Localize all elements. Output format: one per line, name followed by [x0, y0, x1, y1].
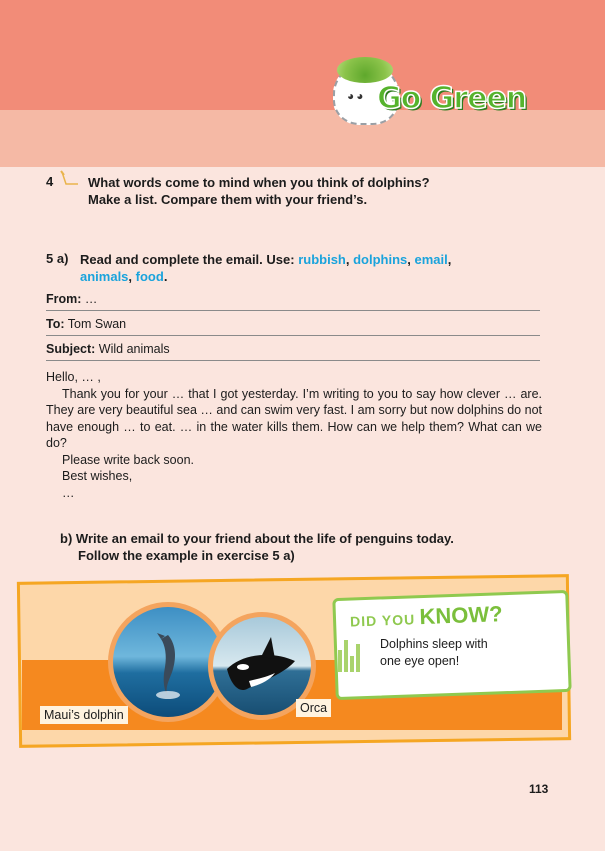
word-email: email — [414, 252, 448, 267]
to-value: Tom Swan — [67, 317, 127, 331]
email-signature: … — [62, 485, 75, 500]
exercise-5a-instruction: Read and complete the email. Use: — [80, 252, 295, 267]
email-subject-field — [46, 342, 540, 361]
exercise-4-line-1: What words come to mind when you think of dolphins? — [88, 175, 430, 190]
email-closing-1: Please write back soon. — [62, 452, 195, 467]
subject-value: Wild animals — [98, 342, 170, 356]
word-food: food — [135, 269, 164, 284]
email-closing-2: Best wishes, — [62, 469, 133, 483]
exercise-5a-number: 5 a) — [46, 251, 69, 266]
photo-label-orca: Orca — [296, 699, 331, 717]
exercise-4-text — [88, 174, 430, 208]
exercise-5b-line-1: Write an email to your friend about the life of penguins today. — [75, 531, 454, 546]
email-paragraph: Thank you for your … that I got yesterday. I’m writing to you to say how clever … are. They are very beautiful sea … and can swim very fast. I am sorry but now dolphins do not have enough … to eat. … in the water kills them. How can we help them? What can we do? — [46, 386, 542, 450]
page-number: 113 — [529, 782, 549, 796]
from-label: From: — [46, 292, 82, 306]
photo-label-dolphin: Maui’s dolphin — [40, 706, 128, 724]
fact-line-2: one eye open! — [380, 654, 460, 668]
exercise-4-number: 4 — [46, 174, 54, 189]
did-you-know-title — [350, 601, 503, 632]
know-text: KNOW? — [419, 601, 504, 630]
fact-line-1: Dolphins sleep with — [380, 637, 488, 651]
dolphin-icon — [113, 607, 223, 717]
exercise-5b-number: b) — [60, 531, 73, 546]
exercise-5a-text: Read and complete the email. Use: rubbish, dolphins, email, animals, food. — [80, 252, 452, 284]
word-dolphins: dolphins — [353, 252, 408, 267]
email-to-field — [46, 317, 540, 336]
word-animals: animals — [80, 269, 129, 284]
to-label: To: — [46, 317, 65, 331]
eyes-icon: ◕◕ — [347, 89, 366, 103]
exercise-5b-line-2: Follow the example in exercise 5 a) — [78, 548, 295, 563]
word-rubbish: rubbish — [298, 252, 346, 267]
subject-label: Subject: — [46, 342, 96, 356]
email-body — [46, 369, 542, 501]
email-from-field — [46, 292, 540, 311]
did-you-text: DID YOU — [349, 611, 416, 630]
decorative-bars — [338, 640, 364, 680]
pencil-icon — [58, 170, 80, 190]
grass-icon — [337, 57, 393, 83]
logo-text: Go Green — [377, 81, 527, 116]
exercise-5b — [60, 530, 454, 564]
did-you-know-fact — [380, 636, 488, 670]
from-value: … — [84, 292, 98, 306]
go-green-logo — [325, 55, 545, 130]
email-greeting: Hello, … , — [46, 370, 101, 384]
exercise-4-line-2: Make a list. Compare them with your friend’s. — [88, 192, 368, 207]
